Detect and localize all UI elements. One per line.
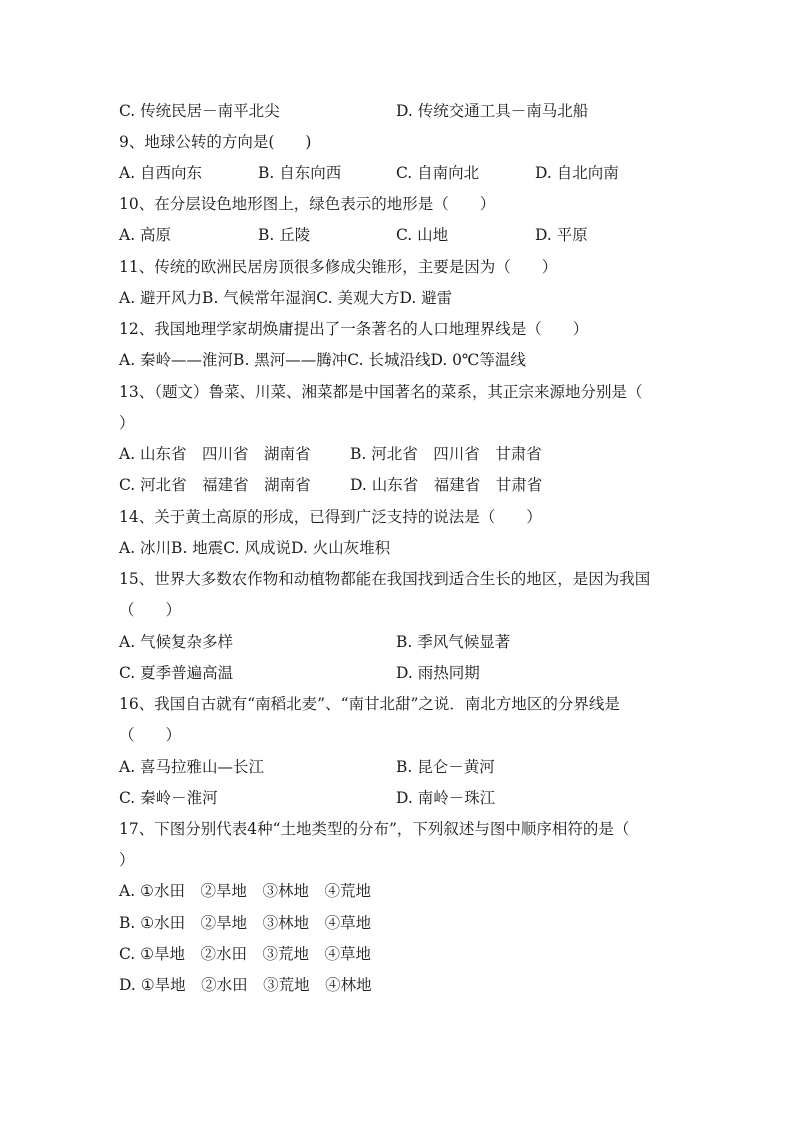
option-a: A. 高原 <box>119 226 172 244</box>
question-17: 17、下图分别代表4种“土地类型的分布”，下列叙述与图中顺序相符的是（ <box>119 820 630 838</box>
option-c: C. 河北省 福建省 湖南省 <box>119 476 311 494</box>
option-b: B. 丘陵 <box>258 226 311 244</box>
option-c: C. ①旱地 ②水田 ③荒地 ④草地 <box>119 945 372 963</box>
question-14: 14、关于黄土高原的形成，已得到广泛支持的说法是（ ） <box>119 508 542 526</box>
options-12: A. 秦岭——淮河B. 黑河——腾冲C. 长城沿线D. 0℃等温线 <box>119 351 526 369</box>
options-14: A. 冰川B. 地震C. 风成说D. 火山灰堆积 <box>119 539 391 557</box>
question-17-cont: ） <box>119 851 135 869</box>
option-d: D. 平原 <box>535 226 588 244</box>
option-b: B. ①水田 ②旱地 ③林地 ④草地 <box>119 914 372 932</box>
option-d: D. 雨热同期 <box>396 664 480 682</box>
question-13-cont: ） <box>119 414 135 432</box>
option-line <box>119 101 280 121</box>
question-13: 13、（题文）鲁菜、川菜、湘菜都是中国著名的菜系，其正宗来源地分别是（ <box>119 383 643 401</box>
option-c: C. 秦岭－淮河 <box>119 789 218 807</box>
option-d: D. 南岭－珠江 <box>396 789 496 807</box>
option-a: A. 自西向东 <box>119 164 203 182</box>
question-11: 11、传统的欧洲民居房顶很多修成尖锥形，主要是因为（ ） <box>119 258 558 276</box>
question-9: 9、地球公转的方向是( ) <box>119 133 312 151</box>
question-16: 16、我国自古就有“南稻北麦”、“南甘北甜”之说．南北方地区的分界线是 <box>119 695 620 713</box>
option-a: A. 气候复杂多样 <box>119 633 234 651</box>
option-d: D. 传统交通工具－南马北船 <box>396 102 589 120</box>
option-b: B. 自东向西 <box>258 164 342 182</box>
question-15-cont: （ ） <box>119 601 182 619</box>
option-c: C. 山地 <box>396 226 449 244</box>
option-a: A. 山东省 四川省 湖南省 <box>119 445 311 463</box>
option-a: A. 喜马拉雅山—长江 <box>119 758 265 776</box>
option-d: D. ①旱地 ②水田 ③荒地 ④林地 <box>119 976 372 994</box>
question-15: 15、世界大多数农作物和动植物都能在我国找到适合生长的地区，是因为我国 <box>119 570 651 588</box>
option-c: C. 传统民居－南平北尖 <box>119 102 280 120</box>
option-d: D. 自北向南 <box>535 164 619 182</box>
question-12: 12、我国地理学家胡焕庸提出了一条著名的人口地理界线是（ ） <box>119 320 589 338</box>
question-10: 10、在分层设色地形图上，绿色表示的地形是（ ） <box>119 195 496 213</box>
option-b: B. 昆仑－黄河 <box>396 758 495 776</box>
question-16-cont: （ ） <box>119 726 182 744</box>
option-b: B. 季风气候显著 <box>396 633 511 651</box>
option-b: B. 河北省 四川省 甘肃省 <box>350 445 542 463</box>
option-d: D. 山东省 福建省 甘肃省 <box>350 476 543 494</box>
options-11: A. 避开风力B. 气候常年湿润C. 美观大方D. 避雷 <box>119 289 453 307</box>
option-c: C. 夏季普遍高温 <box>119 664 234 682</box>
option-c: C. 自南向北 <box>396 164 480 182</box>
option-a: A. ①水田 ②旱地 ③林地 ④荒地 <box>119 882 371 900</box>
